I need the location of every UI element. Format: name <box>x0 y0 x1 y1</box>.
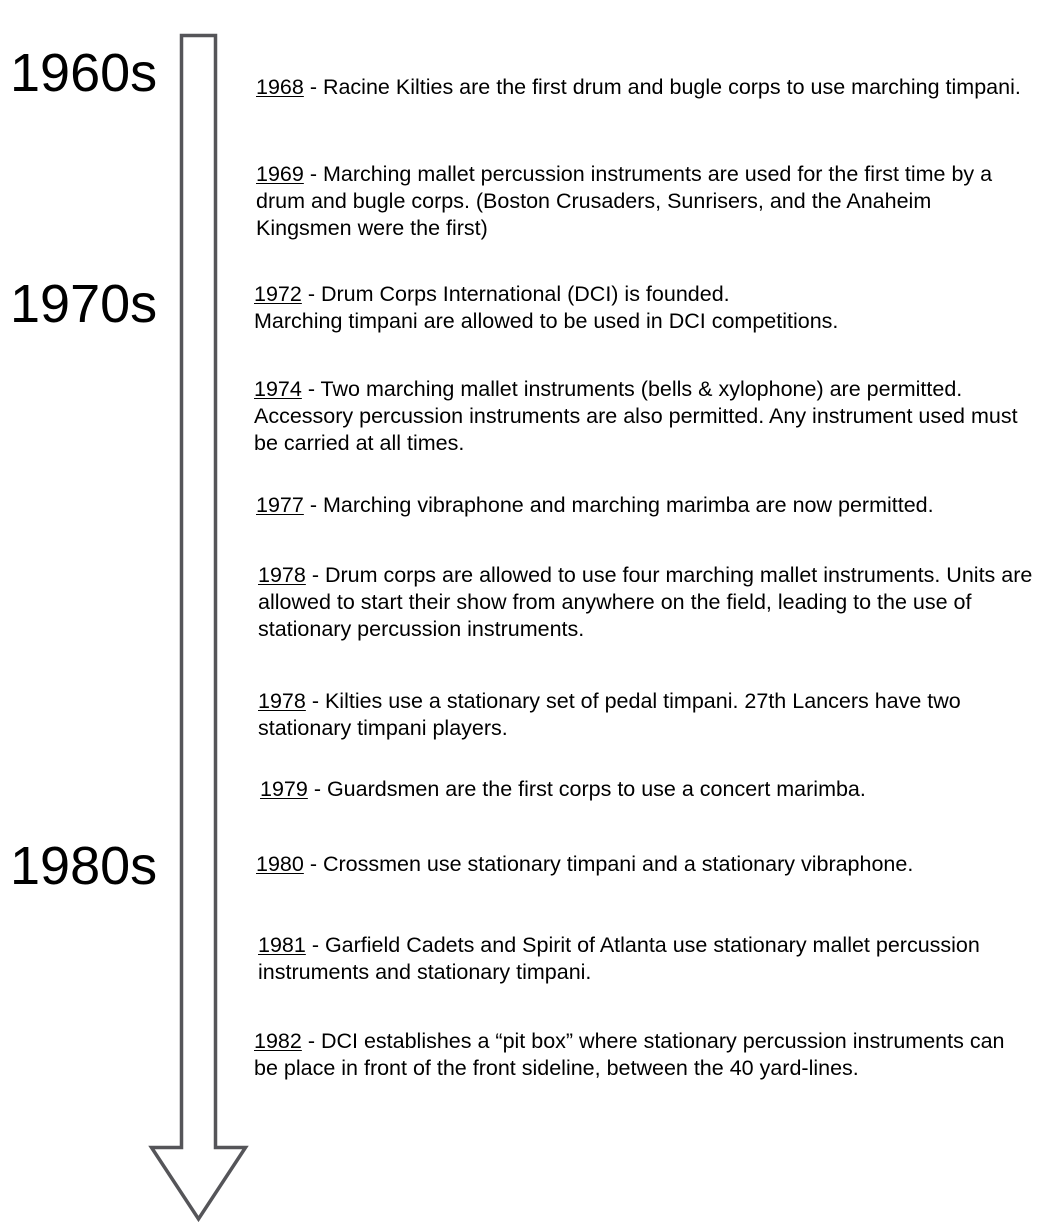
timeline-event <box>256 74 1031 101</box>
timeline-event <box>254 281 1029 335</box>
event-text: - Guardsmen are the first corps to use a concert marimba. <box>307 777 866 801</box>
event-year: 1972 <box>254 282 302 306</box>
event-text: - Garfield Cadets and Spirit of Atlanta use stationary mallet percussion instruments and stationary timpani. <box>258 933 980 984</box>
timeline-event <box>254 1028 1029 1082</box>
timeline-event <box>256 492 1031 519</box>
timeline-event <box>256 851 1031 878</box>
decade-label-1980s: 1980s <box>10 836 158 896</box>
event-text: - Racine Kilties are the first drum and bugle corps to use marching timpani. <box>303 75 1021 99</box>
timeline-event <box>254 376 1029 457</box>
timeline-event <box>260 776 1035 803</box>
event-text: - Kilties use a stationary set of pedal timpani. 27th Lancers have two stationary timpani players. <box>258 689 961 740</box>
event-year: 1969 <box>256 162 304 186</box>
event-text: - DCI establishes a “pit box” where stationary percussion instruments can be place in front of the front sideline, between the 40 yard-lines. <box>254 1029 1005 1080</box>
event-year: 1978 <box>258 563 306 587</box>
timeline-event <box>256 161 1031 240</box>
timeline-event <box>258 688 1033 742</box>
timeline-event <box>258 562 1033 643</box>
event-text: - Two marching mallet instruments (bells & xylophone) are permitted. Accessory percussion instruments are also permitted. Any instrument used must be carried at all times. <box>254 377 1018 455</box>
event-text: - Drum Corps International (DCI) is founded. <box>301 282 730 306</box>
decade-label-1960s: 1960s <box>10 43 158 103</box>
event-year: 1980 <box>256 852 304 876</box>
event-year: 1978 <box>258 689 306 713</box>
timeline-arrow-shape <box>152 36 246 1220</box>
event-year: 1968 <box>256 75 304 99</box>
event-extra-text: Marching timpani are allowed to be used in DCI competitions. <box>254 309 839 333</box>
event-text: - Drum corps are allowed to use four marching mallet instruments. Units are allowed to start their show from anywhere on the field, leading to the use of stationary percussion instruments. <box>258 563 1033 641</box>
timeline-event <box>258 932 1033 986</box>
event-year: 1981 <box>258 933 306 957</box>
event-text: - Marching mallet percussion instruments are used for the first time by a drum and bugle corps. (Boston Crusaders, Sunrisers, and the Anaheim Kingsmen were the first) <box>256 162 993 240</box>
event-year: 1979 <box>260 777 308 801</box>
event-text: - Crossmen use stationary timpani and a stationary vibraphone. <box>303 852 914 876</box>
event-year: 1977 <box>256 493 304 517</box>
event-year: 1982 <box>254 1029 302 1053</box>
event-year: 1974 <box>254 377 302 401</box>
event-text: - Marching vibraphone and marching marimba are now permitted. <box>303 493 934 517</box>
decade-label-1970s: 1970s <box>10 274 158 334</box>
